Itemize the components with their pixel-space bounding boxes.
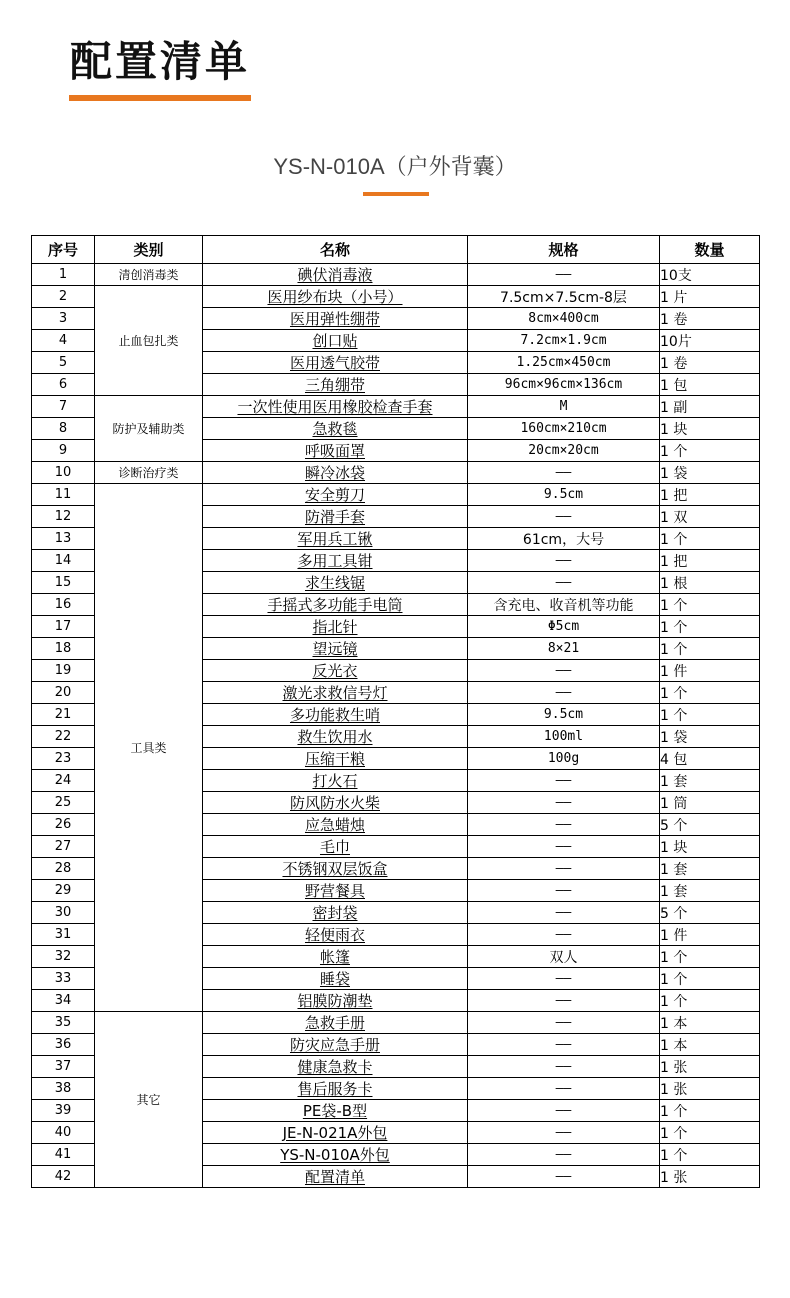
table-row <box>32 484 760 506</box>
item-quantity: 1 块 <box>660 836 760 858</box>
item-quantity: 1 张 <box>660 1056 760 1078</box>
item-quantity: 1 个 <box>660 1144 760 1166</box>
item-quantity: 1 件 <box>660 660 760 682</box>
item-spec: 96cm×96cm×136cm <box>468 374 660 396</box>
item-spec: —— <box>468 572 660 594</box>
item-spec: —— <box>468 1100 660 1122</box>
item-name: 指北针 <box>203 616 468 638</box>
row-index: 7 <box>32 396 95 418</box>
row-index: 35 <box>32 1012 95 1034</box>
row-index: 21 <box>32 704 95 726</box>
row-index: 14 <box>32 550 95 572</box>
row-index: 5 <box>32 352 95 374</box>
item-name: 野营餐具 <box>203 880 468 902</box>
item-spec: —— <box>468 1078 660 1100</box>
row-index: 20 <box>32 682 95 704</box>
item-name: 多用工具钳 <box>203 550 468 572</box>
table-row <box>32 462 760 484</box>
row-category: 工具类 <box>95 484 203 1012</box>
item-name: 救生饮用水 <box>203 726 468 748</box>
item-name: 防灾应急手册 <box>203 1034 468 1056</box>
header-spec: 规格 <box>468 236 660 264</box>
item-name: 应急蜡烛 <box>203 814 468 836</box>
table-row <box>32 396 760 418</box>
item-name: 配置清单 <box>203 1166 468 1188</box>
item-quantity: 1 个 <box>660 990 760 1012</box>
item-name: 军用兵工锹 <box>203 528 468 550</box>
item-quantity: 5 个 <box>660 902 760 924</box>
item-name: 呼吸面罩 <box>203 440 468 462</box>
item-spec: —— <box>468 880 660 902</box>
row-category: 清创消毒类 <box>95 264 203 286</box>
item-spec: —— <box>468 462 660 484</box>
item-quantity: 1 张 <box>660 1166 760 1188</box>
item-name: JE-N-021A外包 <box>203 1122 468 1144</box>
item-quantity: 1 个 <box>660 638 760 660</box>
item-spec: Φ5cm <box>468 616 660 638</box>
item-name: 一次性使用医用橡胶检查手套 <box>203 396 468 418</box>
item-spec: —— <box>468 770 660 792</box>
item-name: 铝膜防潮垫 <box>203 990 468 1012</box>
table-row <box>32 1012 760 1034</box>
row-index: 13 <box>32 528 95 550</box>
item-spec: —— <box>468 792 660 814</box>
row-index: 33 <box>32 968 95 990</box>
item-name: 碘伏消毒液 <box>203 264 468 286</box>
item-name: 打火石 <box>203 770 468 792</box>
row-index: 27 <box>32 836 95 858</box>
item-quantity: 1 袋 <box>660 462 760 484</box>
item-quantity: 1 个 <box>660 968 760 990</box>
item-quantity: 1 个 <box>660 616 760 638</box>
item-quantity: 1 双 <box>660 506 760 528</box>
configuration-table <box>31 235 760 1188</box>
item-name: 安全剪刀 <box>203 484 468 506</box>
row-index: 11 <box>32 484 95 506</box>
item-name: 急救毯 <box>203 418 468 440</box>
item-name: 望远镜 <box>203 638 468 660</box>
item-name: 激光求救信号灯 <box>203 682 468 704</box>
item-quantity: 1 袋 <box>660 726 760 748</box>
item-spec: 100ml <box>468 726 660 748</box>
item-spec: —— <box>468 858 660 880</box>
item-spec: —— <box>468 660 660 682</box>
item-name: 三角绷带 <box>203 374 468 396</box>
row-index: 3 <box>32 308 95 330</box>
item-name: YS-N-010A外包 <box>203 1144 468 1166</box>
item-spec: —— <box>468 836 660 858</box>
item-quantity: 1 片 <box>660 286 760 308</box>
item-name: 防滑手套 <box>203 506 468 528</box>
item-spec: 8×21 <box>468 638 660 660</box>
row-category: 防护及辅助类 <box>95 396 203 462</box>
item-quantity: 1 根 <box>660 572 760 594</box>
table-body <box>32 264 760 1188</box>
item-spec: —— <box>468 1056 660 1078</box>
item-name: 反光衣 <box>203 660 468 682</box>
item-quantity: 1 筒 <box>660 792 760 814</box>
item-spec: 双人 <box>468 946 660 968</box>
item-name: PE袋-B型 <box>203 1100 468 1122</box>
row-index: 18 <box>32 638 95 660</box>
table-row <box>32 286 760 308</box>
title-underline <box>69 95 251 101</box>
row-index: 38 <box>32 1078 95 1100</box>
item-spec: —— <box>468 814 660 836</box>
row-category: 诊断治疗类 <box>95 462 203 484</box>
row-index: 29 <box>32 880 95 902</box>
item-name: 多功能救生哨 <box>203 704 468 726</box>
item-spec: —— <box>468 506 660 528</box>
item-name: 医用纱布块（小号） <box>203 286 468 308</box>
item-quantity: 10支 <box>660 264 760 286</box>
item-name: 密封袋 <box>203 902 468 924</box>
item-quantity: 1 件 <box>660 924 760 946</box>
item-name: 压缩干粮 <box>203 748 468 770</box>
row-index: 41 <box>32 1144 95 1166</box>
item-spec: 100g <box>468 748 660 770</box>
row-index: 15 <box>32 572 95 594</box>
item-name: 手摇式多功能手电筒 <box>203 594 468 616</box>
table-header-row <box>32 236 760 264</box>
item-quantity: 5 个 <box>660 814 760 836</box>
item-quantity: 1 把 <box>660 550 760 572</box>
item-quantity: 4 包 <box>660 748 760 770</box>
item-quantity: 1 套 <box>660 880 760 902</box>
row-index: 31 <box>32 924 95 946</box>
row-index: 9 <box>32 440 95 462</box>
item-quantity: 1 个 <box>660 704 760 726</box>
item-quantity: 1 个 <box>660 594 760 616</box>
row-index: 36 <box>32 1034 95 1056</box>
item-spec: —— <box>468 1166 660 1188</box>
item-spec: 20cm×20cm <box>468 440 660 462</box>
header-name: 名称 <box>203 236 468 264</box>
header-quantity: 数量 <box>660 236 760 264</box>
row-index: 4 <box>32 330 95 352</box>
item-quantity: 1 本 <box>660 1012 760 1034</box>
row-index: 39 <box>32 1100 95 1122</box>
item-name: 帐篷 <box>203 946 468 968</box>
item-quantity: 1 个 <box>660 946 760 968</box>
item-name: 医用弹性绷带 <box>203 308 468 330</box>
header-category: 类别 <box>95 236 203 264</box>
item-spec: —— <box>468 968 660 990</box>
item-name: 健康急救卡 <box>203 1056 468 1078</box>
row-index: 16 <box>32 594 95 616</box>
item-spec: —— <box>468 1034 660 1056</box>
item-spec: 含充电、收音机等功能 <box>468 594 660 616</box>
row-index: 34 <box>32 990 95 1012</box>
item-quantity: 1 个 <box>660 528 760 550</box>
item-quantity: 1 本 <box>660 1034 760 1056</box>
item-spec: 7.5cm×7.5cm-8层 <box>468 286 660 308</box>
item-quantity: 1 张 <box>660 1078 760 1100</box>
product-subtitle: YS-N-010A（户外背囊） <box>273 154 517 179</box>
item-spec: 9.5cm <box>468 484 660 506</box>
item-quantity: 1 个 <box>660 682 760 704</box>
item-name: 不锈钢双层饭盒 <box>203 858 468 880</box>
row-index: 19 <box>32 660 95 682</box>
row-index: 2 <box>32 286 95 308</box>
row-index: 26 <box>32 814 95 836</box>
page-title: 配置清单 <box>70 37 251 86</box>
row-index: 25 <box>32 792 95 814</box>
item-spec: 1.25cm×450cm <box>468 352 660 374</box>
header-index: 序号 <box>32 236 95 264</box>
row-index: 37 <box>32 1056 95 1078</box>
row-index: 8 <box>32 418 95 440</box>
item-spec: 8cm×400cm <box>468 308 660 330</box>
item-quantity: 1 块 <box>660 418 760 440</box>
item-spec: —— <box>468 264 660 286</box>
item-name: 睡袋 <box>203 968 468 990</box>
row-category: 其它 <box>95 1012 203 1188</box>
row-index: 1 <box>32 264 95 286</box>
item-spec: M <box>468 396 660 418</box>
row-index: 17 <box>32 616 95 638</box>
item-name: 毛巾 <box>203 836 468 858</box>
item-quantity: 1 卷 <box>660 308 760 330</box>
item-spec: 160cm×210cm <box>468 418 660 440</box>
row-index: 28 <box>32 858 95 880</box>
item-spec: 61cm，大号 <box>468 528 660 550</box>
row-category: 止血包扎类 <box>95 286 203 396</box>
item-quantity: 1 个 <box>660 440 760 462</box>
item-quantity: 1 卷 <box>660 352 760 374</box>
row-index: 22 <box>32 726 95 748</box>
item-name: 防风防水火柴 <box>203 792 468 814</box>
item-name: 急救手册 <box>203 1012 468 1034</box>
item-spec: 9.5cm <box>468 704 660 726</box>
row-index: 30 <box>32 902 95 924</box>
item-name: 瞬冷冰袋 <box>203 462 468 484</box>
item-quantity: 1 把 <box>660 484 760 506</box>
item-spec: 7.2cm×1.9cm <box>468 330 660 352</box>
item-quantity: 10片 <box>660 330 760 352</box>
row-index: 23 <box>32 748 95 770</box>
item-name: 创口贴 <box>203 330 468 352</box>
item-spec: —— <box>468 1122 660 1144</box>
item-spec: —— <box>468 924 660 946</box>
item-spec: —— <box>468 1144 660 1166</box>
table-row <box>32 264 760 286</box>
subtitle-underline <box>363 192 429 196</box>
item-spec: —— <box>468 682 660 704</box>
item-quantity: 1 个 <box>660 1122 760 1144</box>
item-quantity: 1 副 <box>660 396 760 418</box>
row-index: 10 <box>32 462 95 484</box>
row-index: 6 <box>32 374 95 396</box>
item-quantity: 1 包 <box>660 374 760 396</box>
item-spec: —— <box>468 902 660 924</box>
row-index: 24 <box>32 770 95 792</box>
item-spec: —— <box>468 1012 660 1034</box>
row-index: 40 <box>32 1122 95 1144</box>
item-quantity: 1 个 <box>660 1100 760 1122</box>
item-quantity: 1 套 <box>660 858 760 880</box>
row-index: 42 <box>32 1166 95 1188</box>
row-index: 12 <box>32 506 95 528</box>
item-spec: —— <box>468 990 660 1012</box>
item-name: 轻便雨衣 <box>203 924 468 946</box>
row-index: 32 <box>32 946 95 968</box>
item-spec: —— <box>468 550 660 572</box>
item-name: 医用透气胶带 <box>203 352 468 374</box>
item-quantity: 1 套 <box>660 770 760 792</box>
item-name: 售后服务卡 <box>203 1078 468 1100</box>
item-name: 求生线锯 <box>203 572 468 594</box>
